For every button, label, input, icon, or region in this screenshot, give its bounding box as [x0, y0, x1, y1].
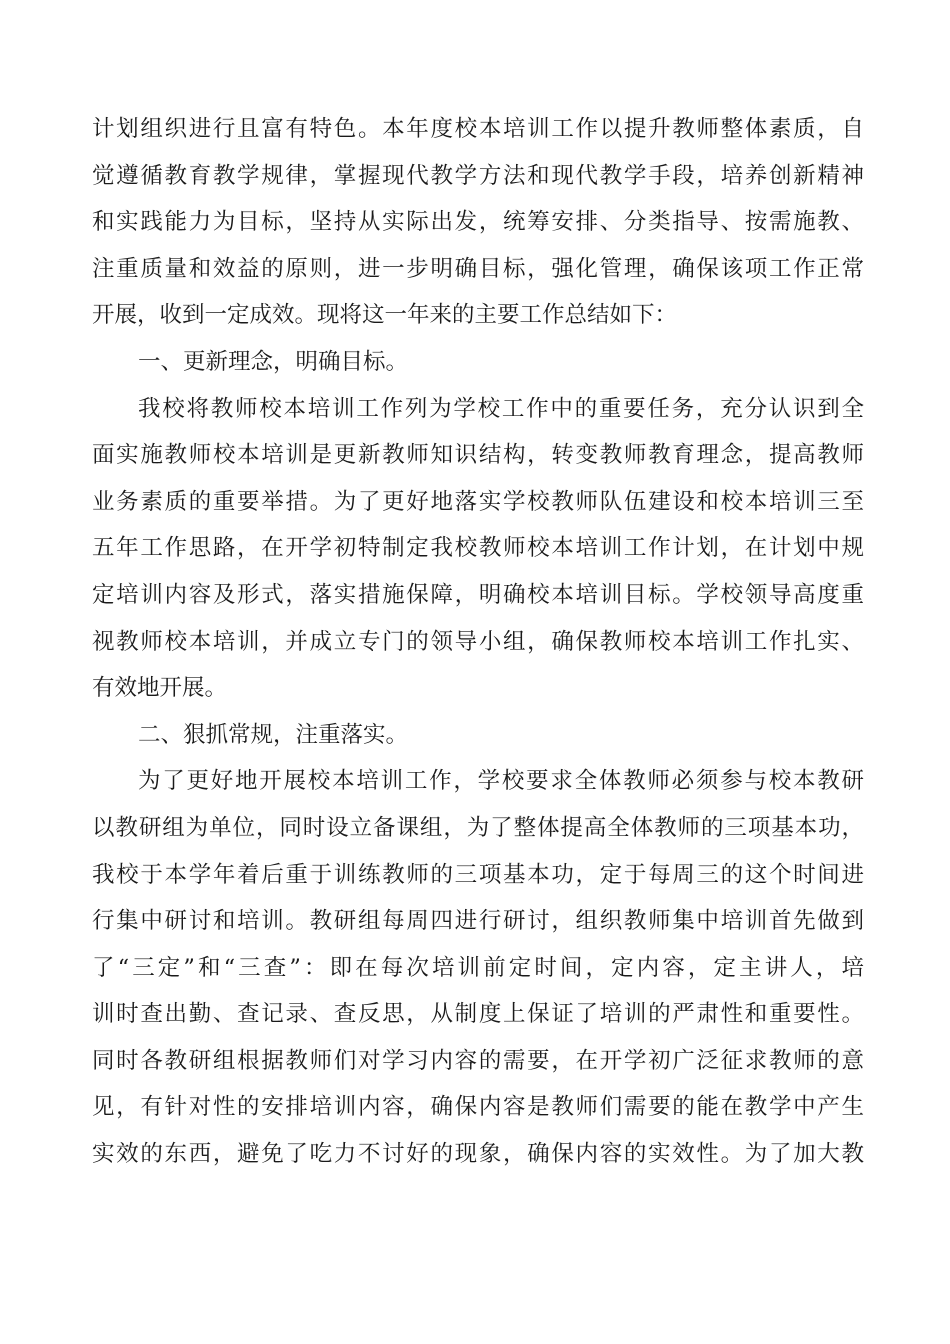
text-line: 我校将教师校本培训工作列为学校工作中的重要任务，充分认识到全 [138, 395, 864, 422]
text-line: 二、狠抓常规，注重落实。 [138, 721, 409, 748]
text-line: 训时查出勤、查记录、查反思，从制度上保证了培训的严肃性和重要性。 [92, 1001, 864, 1028]
text-line: 有效地开展。 [92, 675, 228, 702]
text-line: 五年工作思路，在开学初特制定我校教师校本培训工作计划，在计划中规 [92, 535, 864, 562]
text-line: 见，有针对性的安排培训内容，确保内容是教师们需要的能在教学中产生 [92, 1094, 864, 1121]
text-line: 一、更新理念，明确目标。 [138, 348, 409, 375]
text-line: 我校于本学年着后重于训练教师的三项基本功，定于每周三的这个时间进 [92, 861, 864, 888]
text-line: 以教研组为单位，同时设立备课组，为了整体提高全体教师的三项基本功， [92, 814, 864, 841]
text-line: 同时各教研组根据教师们对学习内容的需要，在开学初广泛征求教师的意 [92, 1047, 864, 1074]
text-line: 开展，收到一定成效。现将这一年来的主要工作总结如下： [92, 302, 678, 329]
text-line: 面实施教师校本培训是更新教师知识结构，转变教师教育理念，提高教师 [92, 442, 864, 469]
text-line: 实效的东西，避免了吃力不讨好的现象，确保内容的实效性。为了加大教 [92, 1141, 864, 1168]
text-line: 行集中研讨和培训。教研组每周四进行研讨，组织教师集中培训首先做到 [92, 908, 864, 935]
text-line: 注重质量和效益的原则，进一步明确目标，强化管理，确保该项工作正常 [92, 255, 864, 282]
text-line: 业务素质的重要举措。为了更好地落实学校教师队伍建设和校本培训三至 [92, 488, 864, 515]
document-body [92, 106, 864, 1178]
text-line: 计划组织进行且富有特色。本年度校本培训工作以提升教师整体素质，自 [92, 116, 864, 142]
text-line: 和实践能力为目标，坚持从实际出发，统筹安排、分类指导、按需施教、 [92, 209, 864, 236]
text-line: 视教师校本培训，并成立专门的领导小组，确保教师校本培训工作扎实、 [92, 628, 864, 655]
text-line: 了“三定”和“三查”：即在每次培训前定时间，定内容，定主讲人，培 [92, 954, 864, 981]
text-line: 觉遵循教育教学规律，掌握现代教学方法和现代教学手段，培养创新精神 [92, 162, 864, 189]
text-line: 为了更好地开展校本培训工作，学校要求全体教师必须参与校本教研 [138, 768, 864, 795]
text-line: 定培训内容及形式，落实措施保障，明确校本培训目标。学校领导高度重 [92, 581, 864, 608]
